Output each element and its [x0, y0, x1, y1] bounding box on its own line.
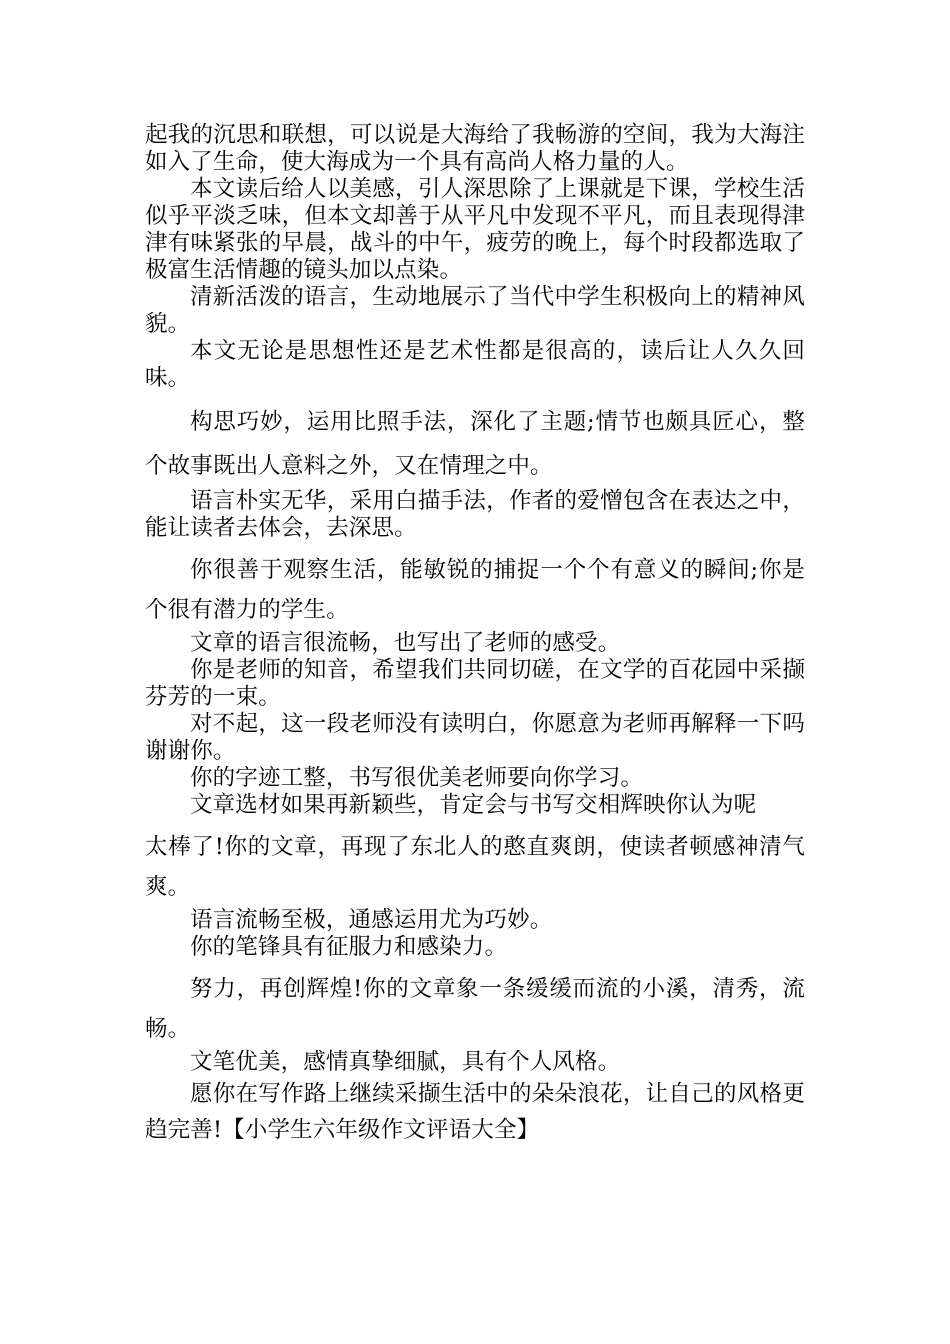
- paragraph-17: 文笔优美，感情真挚细腻，具有个人风格。: [190, 1049, 621, 1075]
- paragraph-14: 语言流畅至极，通感运用尤为巧妙。: [190, 907, 553, 933]
- paragraph-12: 文章选材如果再新颖些，肯定会与书写交相辉映你认为呢: [190, 792, 757, 818]
- paragraph-10: 对不起，这一段老师没有读明白，你愿意为老师再解释一下吗谢谢你。: [145, 711, 805, 764]
- paragraph-5: 构思巧妙，运用比照手法，深化了主题;情节也颇具匠心，整个故事既出人意料之外，又在情理之中。: [145, 409, 805, 479]
- paragraph-8: 文章的语言很流畅，也写出了老师的感受。: [190, 630, 621, 656]
- paragraph-4: 本文无论是思想性还是艺术性都是很高的，读后让人久久回味。: [145, 338, 805, 391]
- paragraph-16: 努力，再创辉煌!你的文章象一条缓缓而流的小溪，清秀，流畅。: [145, 976, 805, 1042]
- document-page: [145, 122, 805, 1148]
- paragraph-18: 愿你在写作路上继续采撷生活中的朵朵浪花，让自己的风格更趋完善!【小学生六年级作文评语大全】: [145, 1081, 805, 1143]
- paragraph-7: 你很善于观察生活，能敏锐的捕捉一个个有意义的瞬间;你是个很有潜力的学生。: [145, 557, 805, 623]
- paragraph-3: 清新活泼的语言，生动地展示了当代中学生积极向上的精神风貌。: [145, 284, 805, 337]
- paragraph-6: 语言朴实无华，采用白描手法，作者的爱憎包含在表达之中，能让读者去体会，去深思。: [145, 488, 805, 541]
- paragraph-2: 本文读后给人以美感，引人深思除了上课就是下课，学校生活似乎平淡乏味，但本文却善于从平凡中发现不平凡，而且表现得津津有味紧张的早晨，战斗的中午，疲劳的晚上，每个时段都选取了极富生活情趣的镜头加以点染。: [145, 176, 805, 283]
- paragraph-9: 你是老师的知音，希望我们共同切磋，在文学的百花园中采撷芬芳的一束。: [145, 657, 805, 710]
- paragraph-15: 你的笔锋具有征服力和感染力。: [190, 934, 508, 960]
- paragraph-1: 起我的沉思和联想，可以说是大海给了我畅游的空间，我为大海注如入了生命，使大海成为一个具有高尚人格力量的人。: [145, 122, 805, 175]
- paragraph-11: 你的字迹工整，书写很优美老师要向你学习。: [190, 765, 644, 791]
- paragraph-13: 太棒了!你的文章，再现了东北人的憨直爽朗，使读者顿感神清气爽。: [145, 834, 805, 900]
